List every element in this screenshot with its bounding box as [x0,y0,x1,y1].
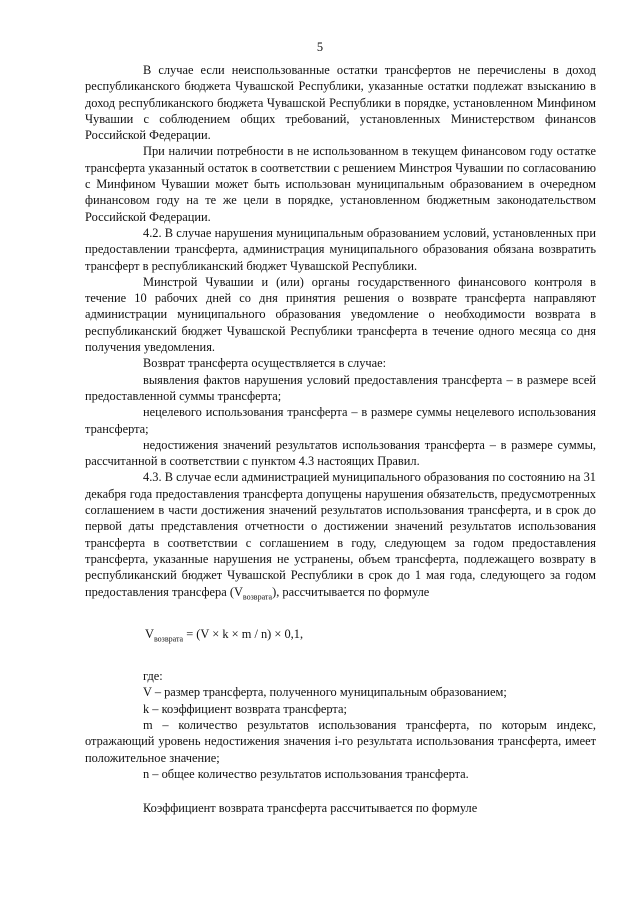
definition-m: m – количество результатов использования трансферта, по которым индекс, отражающий уровень недостижения значения i-го результата использования трансферта, имеет положительное значение; [85,717,596,765]
page-number: 5 [316,40,324,54]
paragraph-case-misuse: нецелевого использования трансферта – в размере суммы нецелевого использования трансферта; [85,405,596,436]
where-label: где: [143,669,163,684]
spacer [85,782,596,800]
paragraph-4-3-tail: ), рассчитывается по формуле [272,584,430,599]
paragraph-case-underachievement: недостижения значений результатов использования трансферта – в размере суммы, рассчитанной в соответствии с пунктом 4.3 настоящих Правил. [85,437,596,469]
paragraph-4-3-subscript: возврата [242,591,273,601]
paragraph-case-violation: выявления фактов нарушения условий предоставления трансферта – в размере всей предоставленной суммы трансферта; [85,372,596,403]
paragraph-4-2: 4.2. В случае нарушения муниципальным образованием условий, установленных при предоставлении трансферта, администрация муниципального образования обязана возвратить трансферт в республиканский бюджет Чувашской Республики. [85,225,596,273]
paragraph-notification: Минстрой Чувашии и (или) органы государственного финансового контроля в течение 10 рабочих дней со дня принятия решения о возврате трансферта направляют администрации муниципального образования уведомление о необходимости возврата в республиканский бюджет Чувашской Республики трансферта в течение одного месяца со дня получения уведомления. [85,274,596,355]
definition-n: n – общее количество результатов использования трансферта. [143,766,469,781]
return-formula [145,626,596,648]
paragraph-unused-balances: В случае если неиспользованные остатки трансфертов не перечислены в доход республиканского бюджета Чувашской Республики, указанные остатки подлежат взысканию в доход республиканского бюджета Чувашской Республики в порядке, установленном Минфином Чувашии с соблюдением общих требований, установленных Министерством финансов Российской Федерации. [85,63,596,143]
paragraph-balance-usage: При наличии потребности в не использованном в текущем финансовом году остатке трансферта указанный остаток в соответствии с решением Минстроя Чувашии по согласованию с Минфином Чувашии может быть использован муниципальным образованием в очередном финансовом году на те же цели в порядке, установленном бюджетным законодательством Российской Федерации. [85,144,596,224]
paragraph-4-3-text: 4.3. В случае если администрацией муниципального образования по состоянию на 31 декабря года предоставления трансферта допущены нарушения обязательств, предусмотренных соглашением в части достижения значений результатов использования трансферта, и в срок до первой даты представления отчетности о достижении значений результатов использования трансферта в соответствии с соглашением в году, следующем за годом предоставления трансферта, указанные нарушения не устранены, объем трансферта, подлежащего возврату в республиканский бюджет Чувашской Республики в срок до 1 мая года, следующего за годом предоставления трансфера (V [85,470,596,599]
paragraph-4-3 [85,469,596,605]
definition-k: k – коэффициент возврата трансферта; [143,701,347,716]
formula-lhs-subscript: возврата [153,634,184,644]
formula-lhs: V [145,627,154,642]
formula-rhs: = (V × k × m / n) × 0,1, [183,627,304,642]
document-body [85,62,596,816]
paragraph-return-cases: Возврат трансферта осуществляется в случае: [143,356,387,371]
closing-line: Коэффициент возврата трансферта рассчитывается по формуле [143,801,478,816]
definition-v: V – размер трансферта, полученного муниципальным образованием; [143,685,507,700]
